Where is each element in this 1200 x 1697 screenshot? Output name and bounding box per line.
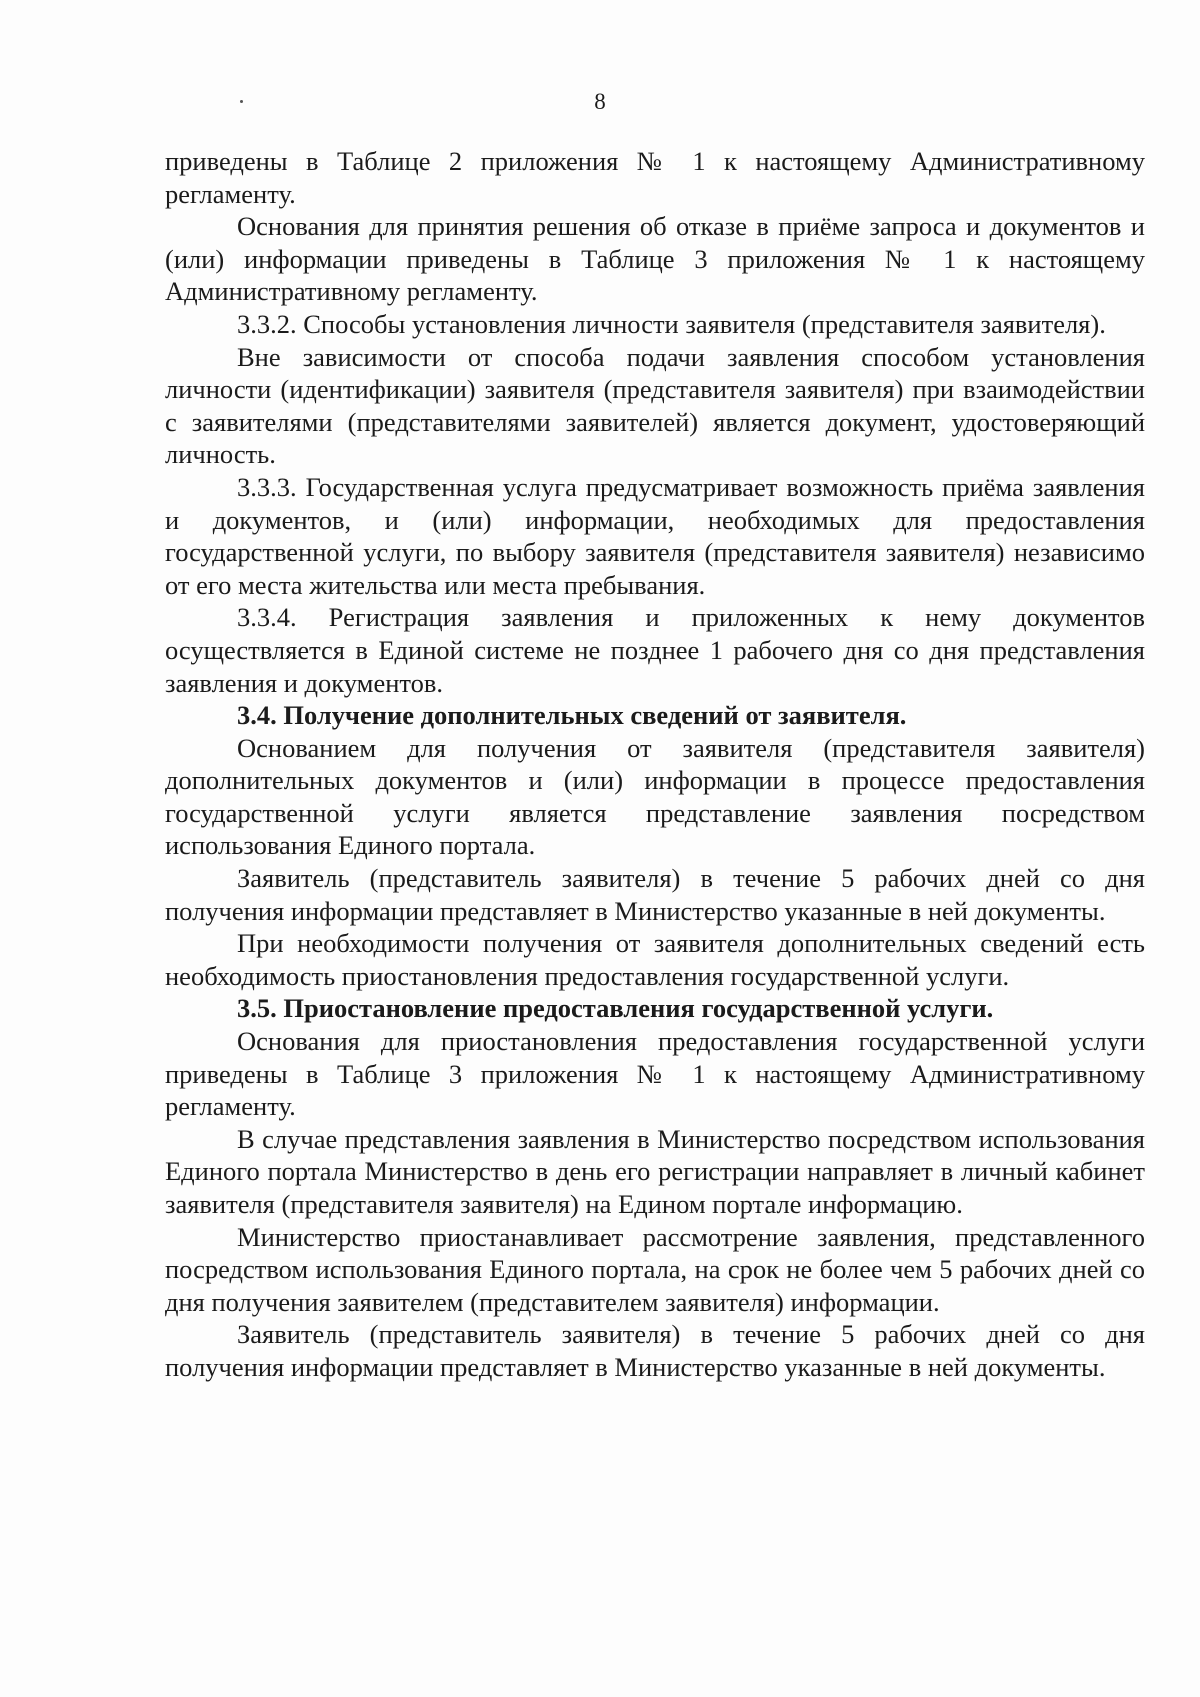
paragraph: Основания для принятия решения об отказе в приёме запроса и документов и (или) информации приведены в Таблице 3 приложения № 1 к настоящему Административному регламенту.	[165, 211, 1145, 307]
paragraph: Вне зависимости от способа подачи заявления способом установления личности (идентификации) заявителя (представителя заявителя) при взаимодействии с заявителями (представителями заявителей) является документ, удостоверяющий личность.	[165, 341, 1145, 470]
paragraph: Заявитель (представитель заявителя) в течение 5 рабочих дней со дня получения информации представляет в Министерство указанные в ней документы.	[165, 863, 1145, 926]
paragraph: В случае представления заявления в Министерство посредством использования Единого портала Министерство в день его регистрации направляет в личный кабинет заявителя (представителя заявителя) на Едином портале информацию.	[165, 1123, 1145, 1219]
paragraph: Заявитель (представитель заявителя) в течение 5 рабочих дней со дня получения информации представляет в Министерство указанные в ней документы.	[165, 1319, 1145, 1382]
section-heading: 3.4. Получение дополнительных сведений от заявителя.	[237, 700, 907, 731]
paragraph: 3.3.3. Государственная услуга предусматривает возможность приёма заявления и документов, и (или) информации, необходимых для предоставления государственной услуги, по выбору заявителя (представителя заявителя) независимо от его места жительства или места пребывания.	[165, 471, 1145, 600]
paragraph: Министерство приостанавливает рассмотрение заявления, представленного посредством использования Единого портала, на срок не более чем 5 рабочих дней со дня получения заявителем (представителем заявителя) информации.	[165, 1221, 1145, 1317]
page-number: 8	[594, 89, 606, 114]
paragraph: 3.3.4. Регистрация заявления и приложенных к нему документов осуществляется в Единой системе не позднее 1 рабочего дня со дня представления заявления и документов.	[165, 602, 1145, 698]
paragraph: Основанием для получения от заявителя (представителя заявителя) дополнительных документов и (или) информации в процессе предоставления государственной услуги является представление заявления посредством использования Единого портала.	[165, 732, 1145, 861]
paragraph: При необходимости получения от заявителя дополнительных сведений есть необходимость приостановления предоставления государственной услуги.	[165, 928, 1145, 991]
document-body	[165, 145, 1145, 1384]
paragraph: Основания для приостановления предоставления государственной услуги приведены в Таблице 3 приложения № 1 к настоящему Административному регламенту.	[165, 1026, 1145, 1122]
section-heading: 3.5. Приостановление предоставления государственной услуги.	[237, 993, 994, 1024]
paragraph: приведены в Таблице 2 приложения № 1 к настоящему Административному регламенту.	[165, 146, 1145, 209]
paragraph: 3.3.2. Способы установления личности заявителя (представителя заявителя).	[237, 308, 1106, 339]
